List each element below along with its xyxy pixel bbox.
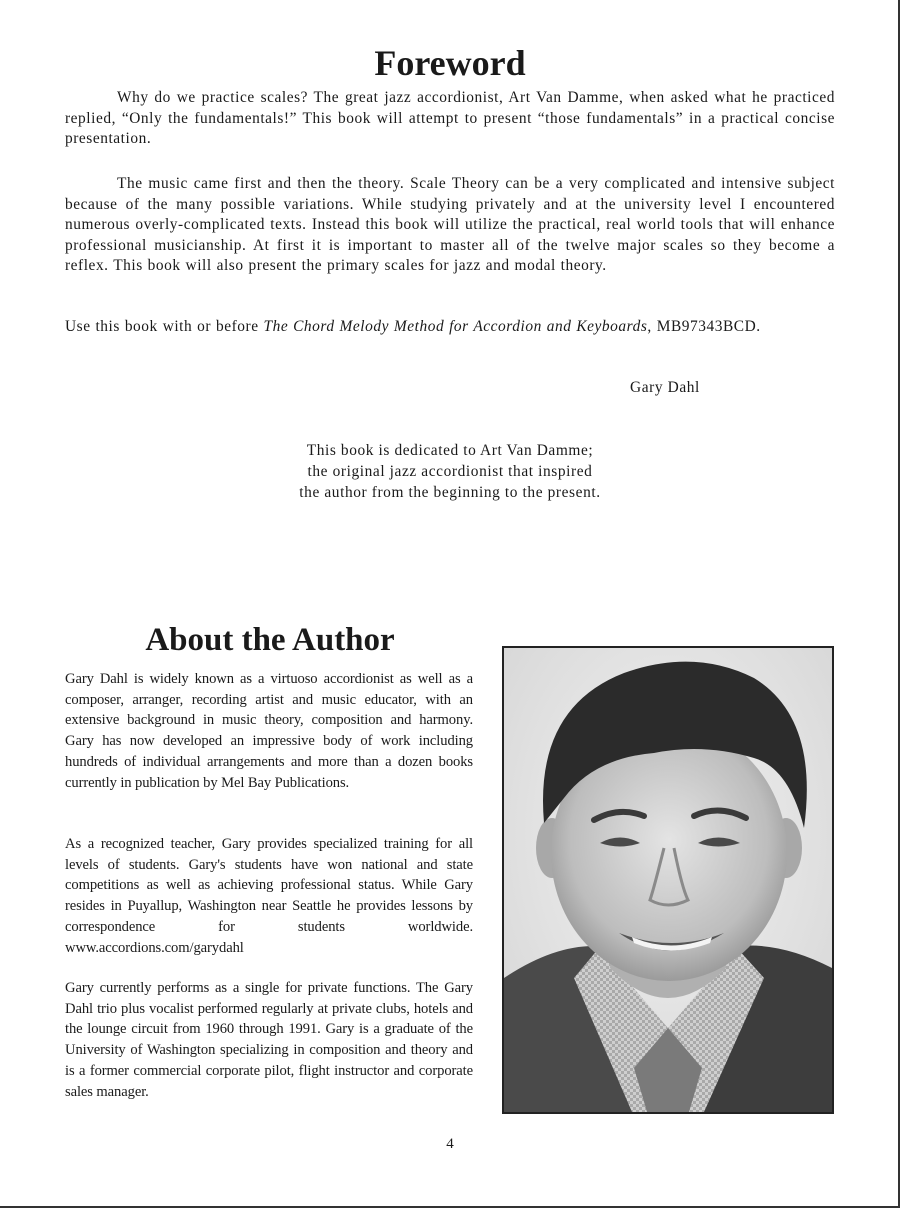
page-number: 4 <box>446 1136 454 1152</box>
foreword-paragraph-2: The music came first and then the theory. Scale Theory can be a very complicated and intensive subject because of the many possible variations. While studying privately and at the university level I encountered numerous overly-complicated texts. Instead this book will utilize the practical, real world tools that will enhance professional musicianship. At first it is important to master all of the twelve major scales so they become a reflex. This book will also present the primary scales for jazz and modal theory. <box>65 175 835 275</box>
about-paragraph-1: Gary Dahl is widely known as a virtuoso accordionist as well as a composer, arranger, recording artist and music educator, with an extensive background in music theory, composition and harmony. Gary has now developed an impressive body of work including hundreds of individual arrangements and more than a dozen books currently in publication by Mel Bay Publications. <box>65 671 473 791</box>
dedication-line-3: the author from the beginning to the present. <box>299 484 601 501</box>
author-signature: Gary Dahl <box>630 379 700 396</box>
book-title-reference: The Chord Melody Method for Accordion and Keyboards <box>263 318 648 335</box>
dedication-line-2: the original jazz accordionist that inspired <box>307 463 593 480</box>
about-paragraph-3: Gary currently performs as a single for private functions. The Gary Dahl trio plus vocalist performed regularly at private clubs, hotels and the lounge circuit from 1960 through 1991. Gary is a graduate of the University of Washington specializing in composition and theory and is a former commercial corporate pilot, flight instructor and corporate sales manager. <box>65 980 473 1100</box>
dedication <box>0 440 900 503</box>
foreword-paragraph-3-prefix: Use this book with or before <box>65 318 264 335</box>
foreword-paragraph-1: Why do we practice scales? The great jazz accordionist, Art Van Damme, when asked what he practiced replied, “Only the fundamentals!” This book will attempt to present “those fundamentals” in a practical concise presentation. <box>65 89 835 148</box>
author-photo <box>502 646 834 1114</box>
foreword-paragraph-3-suffix: , MB97343BCD. <box>647 318 761 335</box>
foreword-title: Foreword <box>374 43 526 83</box>
about-author-title: About the Author <box>145 622 395 658</box>
author-portrait-illustration <box>504 648 832 1112</box>
foreword-paragraph-3 <box>65 317 835 338</box>
about-paragraph-2: As a recognized teacher, Gary provides specialized training for all levels of students. Gary's students have won national and state competitions as well as achieving professional status. While Gary resides in Puyallup, Washington near Seattle he provides lessons by correspondence for students worldwide. www.accordions.com/garydahl <box>65 836 473 956</box>
dedication-line-1: This book is dedicated to Art Van Damme; <box>306 442 594 459</box>
